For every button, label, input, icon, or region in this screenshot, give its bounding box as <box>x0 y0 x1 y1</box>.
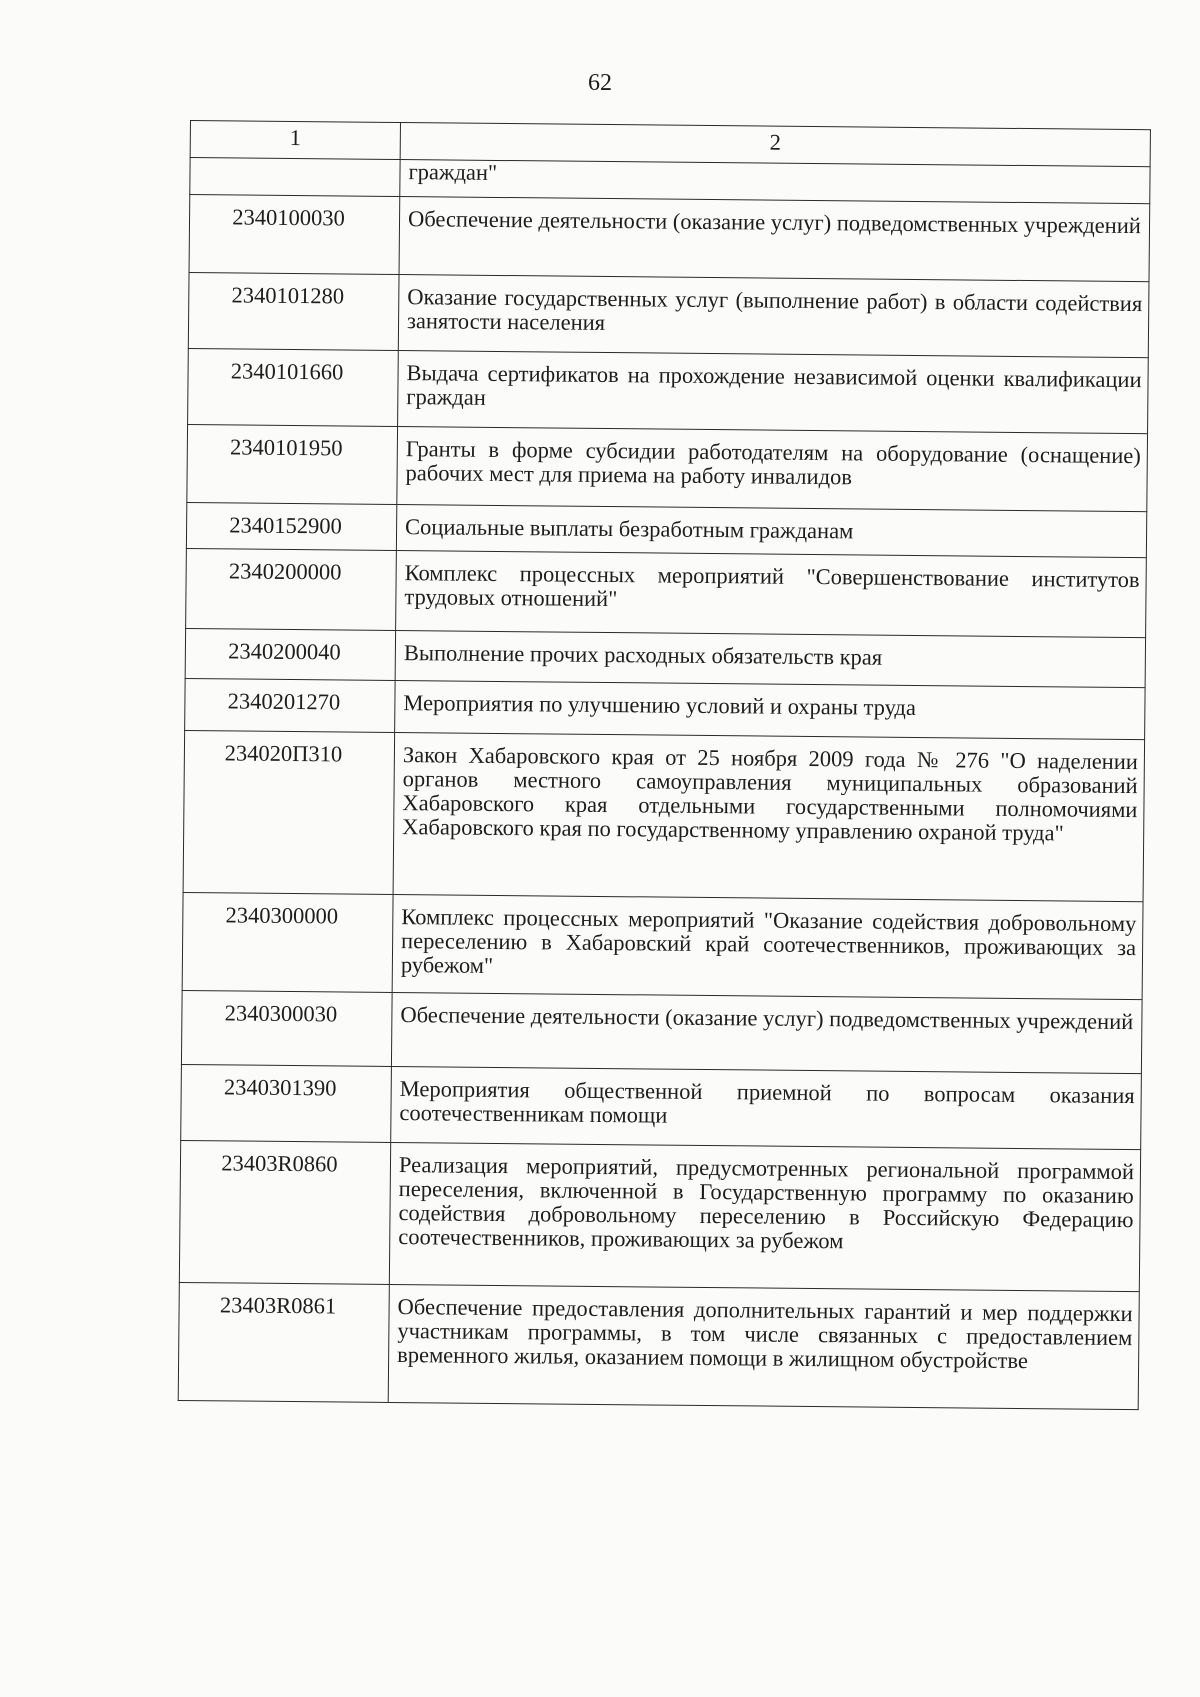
table-row <box>181 1064 1142 1149</box>
table-row <box>179 1140 1140 1291</box>
row-description: Обеспечение деятельности (оказание услуг) подведомственных учреждений <box>391 992 1142 1073</box>
row-description: Мероприятия общественной приемной по вопросам оказания соотечественникам помощи <box>391 1066 1142 1149</box>
budget-classification-table <box>178 120 1151 1410</box>
row-code: 23403R0860 <box>179 1140 390 1284</box>
row-description: Реализация мероприятий, предусмотренных региональной программой переселения, включенной в Государственную программу по оказанию содействия добровольному переселению в Российскую Федерацию соотечественников, проживающих за рубежом <box>389 1142 1140 1291</box>
row-code: 2340101950 <box>187 424 398 504</box>
table-row <box>189 195 1150 282</box>
table-row <box>187 424 1148 511</box>
row-description: Обеспечение предоставления дополнительных гарантий и мер поддержки участникам программы, в том числе связанных с предоставлением временного жилья, оказанием помощи в жилищном обустройстве <box>388 1284 1139 1409</box>
row-description: Гранты в форме субсидии работодателям на оборудование (оснащение) рабочих мест для приема на работу инвалидов <box>397 427 1148 512</box>
row-code: 2340200040 <box>185 628 395 680</box>
row-description: Социальные выплаты безработным гражданам <box>396 505 1146 558</box>
row-code: 2340300030 <box>181 990 392 1066</box>
page-number: 62 <box>588 70 612 96</box>
table-row <box>182 892 1143 999</box>
row-description: Комплекс процессных мероприятий "Оказание содействия добровольному переселению в Хабаровский край соотечественников, проживающих за рубежом" <box>392 894 1143 999</box>
table-row <box>178 1282 1139 1409</box>
row-code: 2340301390 <box>181 1064 392 1142</box>
row-code: 234020П310 <box>183 730 395 894</box>
table-row <box>183 730 1145 901</box>
table-row <box>181 990 1142 1073</box>
table-row <box>186 548 1147 637</box>
row-description: Обеспечение деятельности (оказание услуг) подведомственных учреждений <box>399 197 1150 282</box>
row-description: Выполнение прочих расходных обязательств края <box>395 630 1145 687</box>
row-code: 2340100030 <box>189 195 400 275</box>
row-code: 2340152900 <box>186 502 396 550</box>
row-description: Мероприятия по улучшению условий и охраны труда <box>395 680 1145 739</box>
table-row <box>188 272 1149 357</box>
row-code: 2340201270 <box>185 678 395 732</box>
row-description: Выдача сертификатов на прохождение независимой оценки квалификации граждан <box>398 351 1149 434</box>
row-description: Оказание государственных услуг (выполнение работ) в области содействия занятости населения <box>398 275 1149 358</box>
row-description: Комплекс процессных мероприятий "Совершенствование институтов трудовых отношений" <box>396 551 1147 638</box>
row-code: 2340300000 <box>182 892 393 992</box>
column-header-2: 2 <box>400 123 1150 167</box>
row-code: 2340101660 <box>188 348 399 426</box>
row-code: 23403R0861 <box>178 1282 389 1402</box>
continuation-code-cell <box>190 158 400 197</box>
row-code: 2340101280 <box>188 272 399 350</box>
column-header-1: 1 <box>190 121 400 160</box>
table-row <box>185 678 1145 739</box>
row-description: Закон Хабаровского края от 25 ноября 2009 года № 276 "О наделении органов местного самоуправления муниципальных образований Хабаровского края отдельными государственными полномочиями Хабаровского края по государственному управлению охраной труда" <box>393 732 1145 901</box>
row-code: 2340200000 <box>186 548 397 630</box>
table-row <box>185 628 1145 687</box>
continuation-text: граждан" <box>400 160 1150 204</box>
table-row <box>188 348 1149 433</box>
